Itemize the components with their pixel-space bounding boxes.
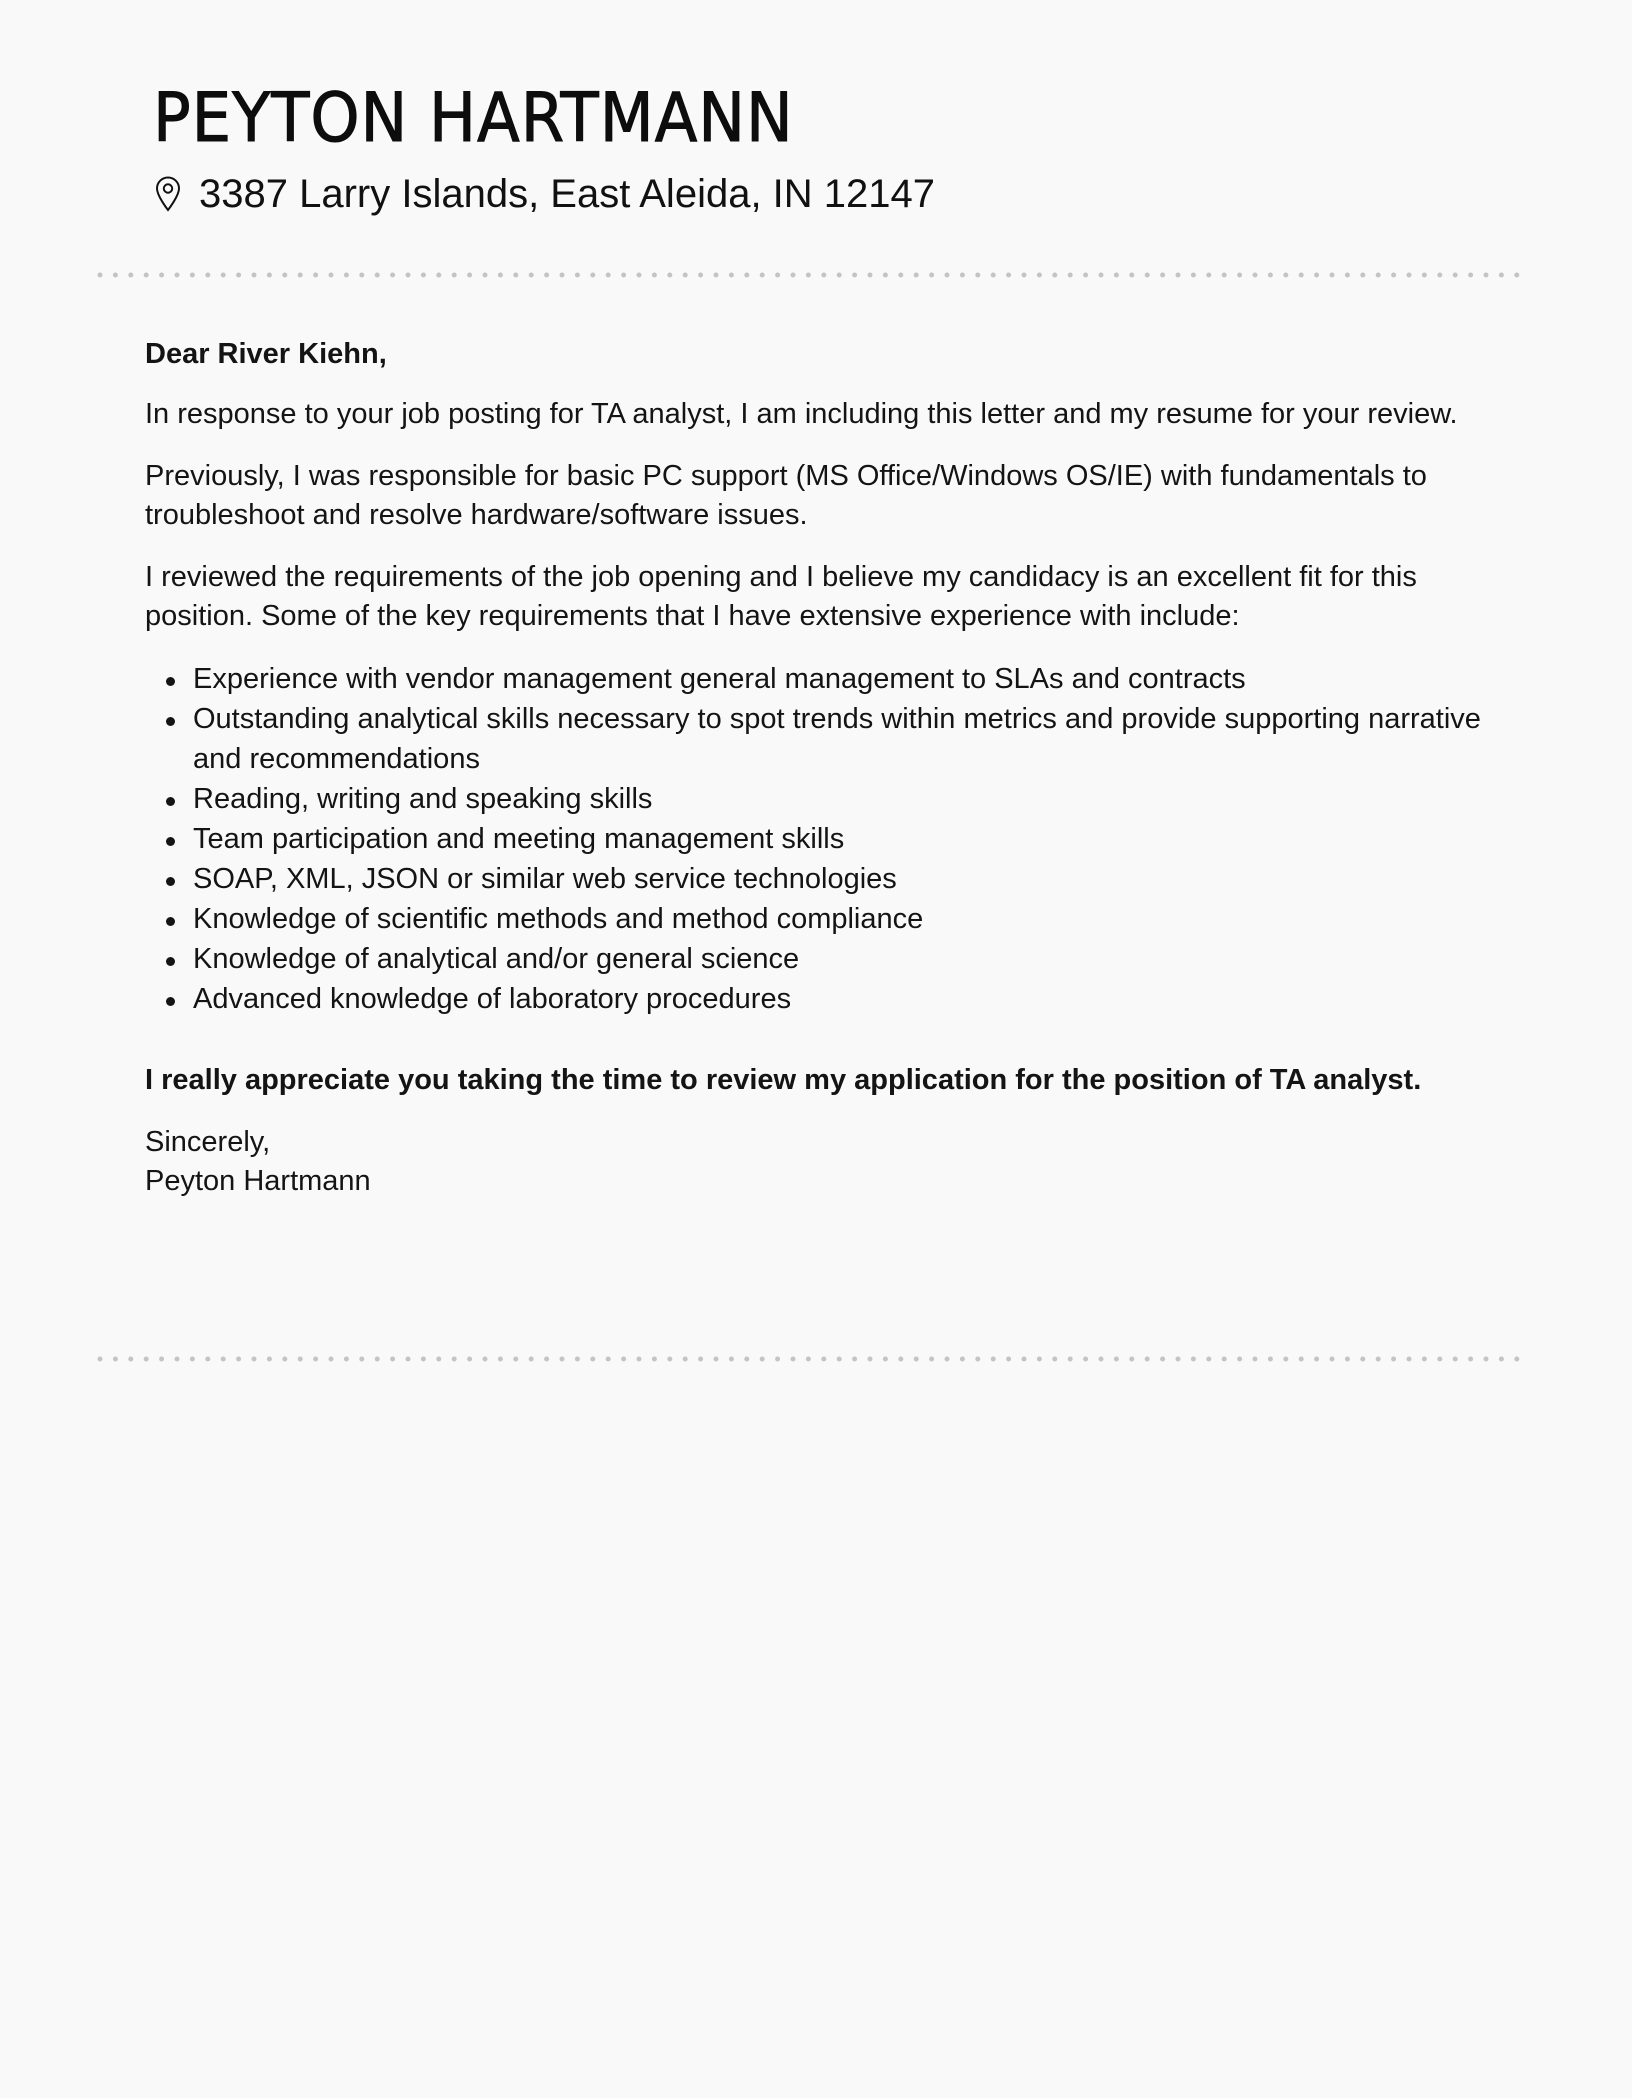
bottom-dotted-divider xyxy=(96,1355,1536,1363)
signature-name: Peyton Hartmann xyxy=(145,1165,371,1197)
address-row xyxy=(153,166,1503,222)
experience-paragraph: Previously, I was responsible for basic PC support (MS Office/Windows OS/IE) with fundamentals to troubleshoot and resolve hardware/software issues. xyxy=(145,460,1427,531)
signoff: Sincerely, xyxy=(145,1126,271,1158)
list-item: Outstanding analytical skills necessary to spot trends within metrics and provide supporting narrative and recommendations xyxy=(193,699,1495,779)
address-text: 3387 Larry Islands, East Aleida, IN 12147 xyxy=(199,172,936,216)
list-item: Knowledge of analytical and/or general science xyxy=(193,939,1495,979)
map-pin-icon xyxy=(153,175,183,213)
list-item: Knowledge of scientific methods and method compliance xyxy=(193,899,1495,939)
top-dotted-divider xyxy=(96,271,1536,279)
list-item: Experience with vendor management general management to SLAs and contracts xyxy=(193,659,1495,699)
list-item: Team participation and meeting management skills xyxy=(193,819,1495,859)
list-item: SOAP, XML, JSON or similar web service technologies xyxy=(193,859,1495,899)
list-item: Reading, writing and speaking skills xyxy=(193,779,1495,819)
salutation: Dear River Kiehn, xyxy=(145,338,387,370)
requirements-list xyxy=(145,659,1495,1019)
letter-header xyxy=(153,78,1503,222)
letter-body xyxy=(145,335,1495,1201)
list-item: Advanced knowledge of laboratory procedures xyxy=(193,979,1495,1019)
closing-paragraph: I really appreciate you taking the time to review my application for the position of TA analyst. xyxy=(145,1064,1422,1096)
applicant-name: PEYTON HARTMANN xyxy=(153,79,794,158)
requirements-paragraph: I reviewed the requirements of the job opening and I believe my candidacy is an excellent fit for this position. Some of the key requirements that I have extensive experience with include: xyxy=(145,561,1417,632)
intro-paragraph: In response to your job posting for TA analyst, I am including this letter and my resume for your review. xyxy=(145,398,1458,430)
